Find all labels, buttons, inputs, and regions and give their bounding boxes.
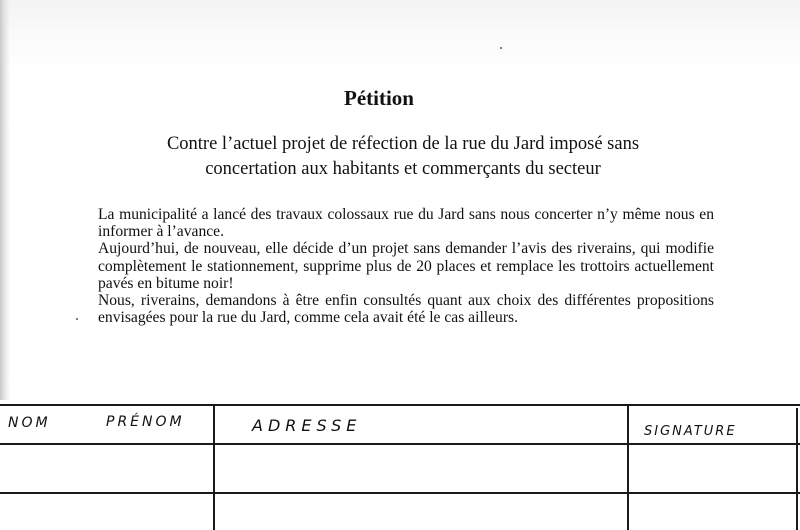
petition-title: Pétition [344,86,414,110]
table-column-divider [796,408,798,530]
header-prenom: PRÉNOM [106,414,185,430]
body-paragraph: Aujourd’hui, de nouveau, elle décide d’un projet sans demander l’avis des riverains, qui modifie complètement le stationnement, supprime plus de 20 places et remplace les trottoirs actuellement pavés en bitume noir! [98,240,714,292]
scan-speck [500,47,502,49]
table-column-divider [213,406,215,530]
scan-speck [76,318,78,320]
body-paragraph: La municipalité a lancé des travaux colossaux rue du Jard sans nous concerter n’y même nous en informer à l’avance. [98,206,714,241]
petition-body [98,206,714,326]
table-row-border [0,492,800,494]
header-nom: NOM [8,415,51,431]
table-header-border [0,443,800,445]
table-column-divider [627,406,629,530]
subtitle-line: Contre l’actuel projet de réfection de la rue du Jard imposé sans [166,134,640,154]
subtitle-line: concertation aux habitants et commerçants du secteur [205,159,601,179]
header-adresse: ADRESSE [252,416,362,435]
body-paragraph: Nous, riverains, demandons à être enfin consultés quant aux choix des différentes propositions envisagées pour la rue du Jard, comme cela avait été le cas ailleurs. [98,292,714,327]
header-signature: SIGNATURE [644,424,737,439]
scan-edge-shadow [0,0,10,400]
signature-table [0,404,800,530]
petition-subtitle [0,132,800,182]
table-top-border [0,404,800,406]
